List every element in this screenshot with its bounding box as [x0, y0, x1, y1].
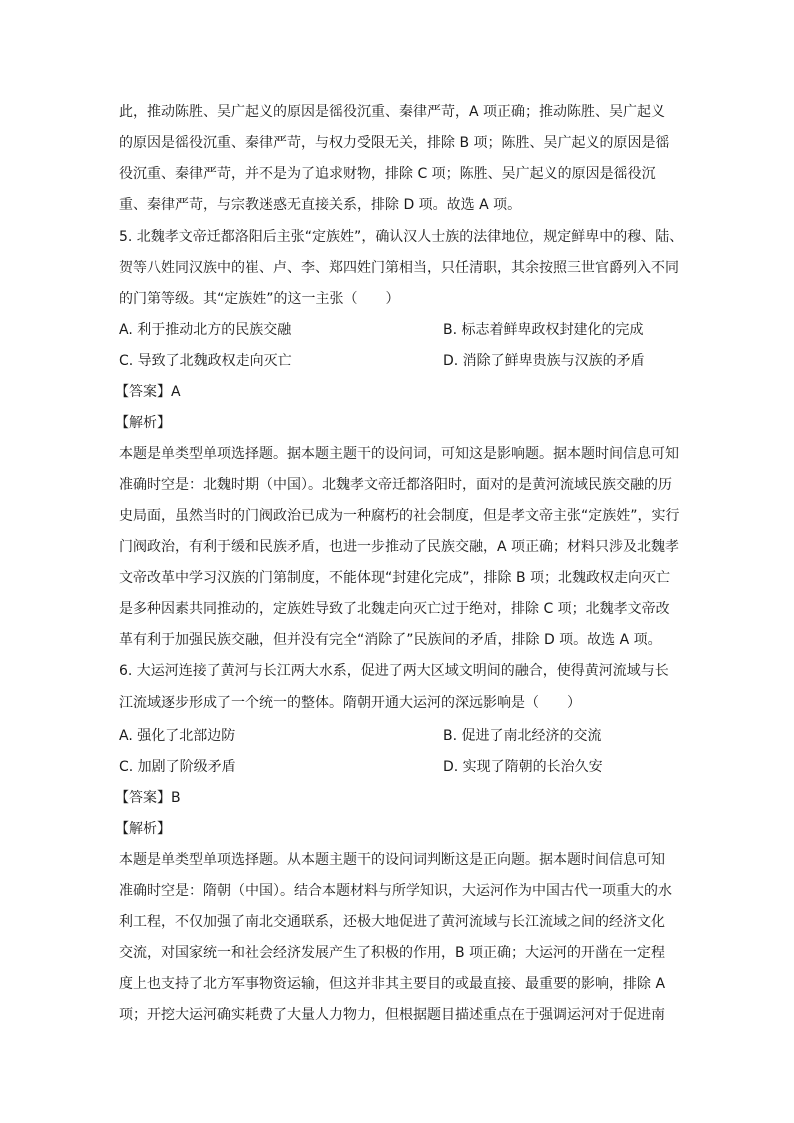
question-6-analysis-label: 【解析】: [115, 821, 171, 837]
question-5-analysis-line: 本题是单类型单项选择题。据本题主题干的设问词，可知这是影响题。据本题时间信息可知: [119, 446, 679, 462]
question-6-answer: 【答案】B: [115, 790, 181, 806]
question-6-stem: 江流域逐步形成了一个统一的整体。隋朝开通大运河的深远影响是（ ）: [119, 695, 581, 711]
question-5-analysis-line: 史局面，虽然当时的门阀政治已成为一种腐朽的社会制度，但是孝文帝主张“定族姓”，实行: [119, 508, 680, 524]
question-5-analysis-line: 革有利于加强民族交融，但并没有完全“消除了”民族间的矛盾，排除 D 项。故选 A 项。: [119, 632, 662, 648]
question-6-option-d: D. 实现了隋朝的长治久安: [443, 759, 603, 775]
question-5-answer: 【答案】A: [115, 384, 181, 400]
question-6-analysis-line: 准确时空是：隋朝（中国）。结合本题材料与所学知识，大运河作为中国古代一项重大的水: [119, 883, 672, 899]
question-5-analysis-line: 文帝改革中学习汉族的门第制度，不能体现“封建化完成”，排除 B 项；北魏政权走向灭亡: [119, 570, 671, 586]
question-5-analysis-label: 【解析】: [115, 415, 171, 431]
question-5-option-b: B. 标志着鲜卑政权封建化的完成: [443, 322, 644, 338]
question-5-option-d: D. 消除了鲜卑贵族与汉族的矛盾: [443, 353, 645, 369]
question-6-option-c: C. 加剧了阶级矛盾: [119, 759, 236, 775]
text-line: 的原因是徭役沉重、秦律严苛，与权力受限无关，排除 B 项；陈胜、吴广起义的原因是徭: [119, 135, 670, 151]
question-5-analysis-line: 门阀政治，有利于缓和民族矛盾，也进一步推动了民族交融，A 项正确；材料只涉及北魏孝: [119, 539, 680, 555]
question-6-analysis-line: 项；开挖大运河确实耗费了大量人力物力，但根据题目描述重点在于强调运河对于促进南: [119, 1007, 665, 1023]
text-line: 役沉重、秦律严苛，并不是为了追求财物，排除 C 项；陈胜、吴广起义的原因是徭役沉: [119, 166, 656, 182]
question-5-option-a: A. 利于推动北方的民族交融: [119, 322, 292, 338]
question-5-option-c: C. 导致了北魏政权走向灭亡: [119, 353, 292, 369]
question-6-stem: 6. 大运河连接了黄河与长江两大水系，促进了两大区域文明间的融合，使得黄河流域与长: [119, 663, 669, 679]
question-6-option-b: B. 促进了南北经济的交流: [443, 728, 602, 744]
text-line: 此，推动陈胜、吴广起义的原因是徭役沉重、秦律严苛，A 项正确；推动陈胜、吴广起义: [119, 104, 666, 120]
question-6-analysis-line: 利工程，不仅加强了南北交通联系，还极大地促进了黄河流域与长江流域之间的经济文化: [119, 914, 665, 930]
question-6-analysis-line: 交流，对国家统一和社会经济发展产生了积极的作用，B 项正确；大运河的开凿在一定程: [119, 945, 666, 961]
question-5-stem: 5. 北魏孝文帝迁都洛阳后主张“定族姓”，确认汉人士族的法律地位，规定鲜卑中的穆、陆、: [119, 229, 684, 245]
question-5-analysis-line: 是多种因素共同推动的，定族姓导致了北魏走向灭亡过于绝对，排除 C 项；北魏孝文帝改: [119, 601, 670, 617]
question-6-option-a: A. 强化了北部边防: [119, 728, 236, 744]
text-line: 重、秦律严苛，与宗教迷惑无直接关系，排除 D 项。故选 A 项。: [119, 197, 522, 213]
question-5-stem: 贺等八姓同汉族中的崔、卢、李、郑四姓门第相当，只任清职，其余按照三世官爵列入不同: [119, 260, 679, 276]
question-6-analysis-line: 本题是单类型单项选择题。从本题主题干的设问词判断这是正向题。据本题时间信息可知: [119, 852, 665, 868]
question-5-stem: 的门第等级。其“定族姓”的这一主张（ ）: [119, 291, 400, 307]
question-6-analysis-line: 度上也支持了北方军事物资运输，但这并非其主要目的或最直接、最重要的影响，排除 A: [119, 976, 666, 992]
question-5-analysis-line: 准确时空是：北魏时期（中国）。北魏孝文帝迁都洛阳时，面对的是黄河流域民族交融的历: [119, 477, 672, 493]
